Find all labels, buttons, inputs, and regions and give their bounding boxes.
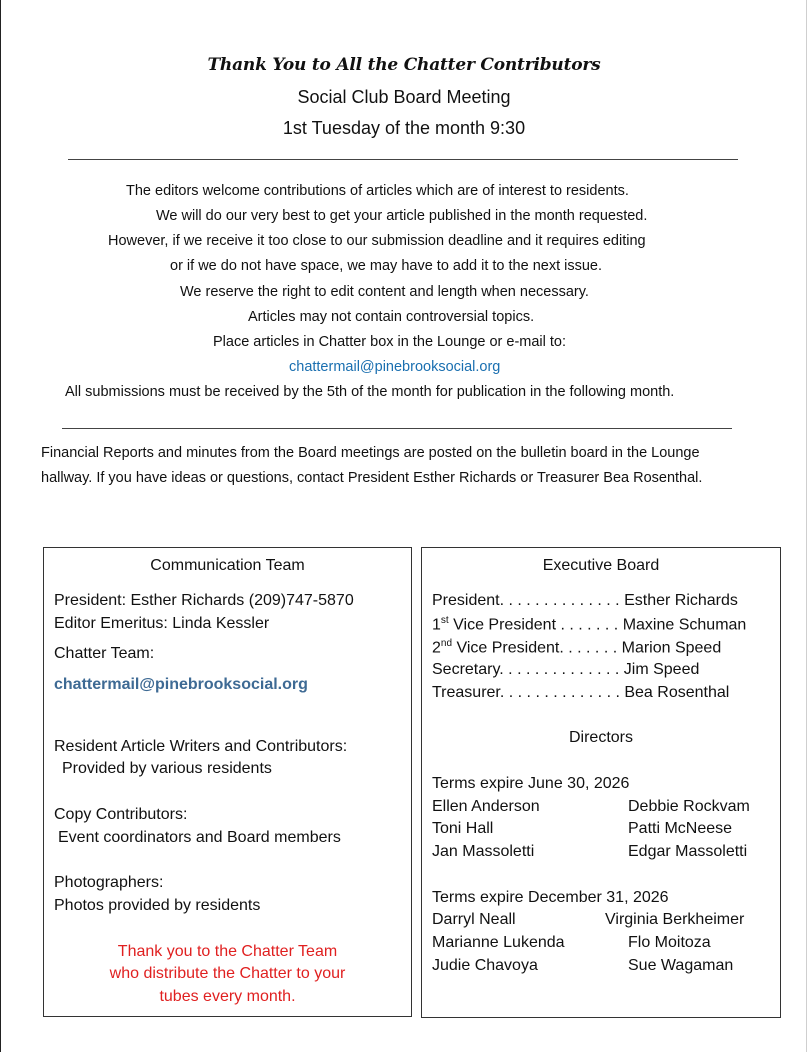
divider-bottom — [62, 428, 732, 429]
term-label: Terms expire June 30, 2026 — [432, 775, 630, 792]
financial-notice-line: hallway. If you have ideas or questions, contact President Esther Richards or Treasurer Bea Rosenthal. — [41, 470, 703, 486]
director-name: Sue Wagaman — [628, 957, 734, 974]
writers-label: Resident Article Writers and Contributors: — [54, 738, 348, 755]
leader-dots: . . . . . . . . . . . . . . — [499, 684, 620, 701]
officer-name: Bea Rosenthal — [624, 684, 730, 701]
term-label: Terms expire December 31, 2026 — [432, 889, 669, 906]
contributors-thanks-title: Thank You to All the Chatter Contributors — [207, 55, 601, 75]
director-name: Flo Moitoza — [628, 934, 711, 951]
leader-dots: . . . . . . . — [559, 639, 618, 657]
copy-contributors-label: Copy Contributors: — [54, 806, 188, 823]
officer-name: Maxine Schuman — [622, 616, 747, 634]
director-name: Jan Massoletti — [432, 843, 535, 860]
officer-role: President — [432, 592, 500, 609]
chatter-team-label: Chatter Team: — [54, 645, 155, 662]
leader-dots: . . . . . . . . . . . . . . — [499, 592, 620, 609]
director-name: Debbie Rockvam — [628, 798, 750, 815]
communication-team-box — [43, 547, 412, 1017]
officer-role-rest: Vice President — [452, 639, 560, 657]
page-left-border — [0, 0, 1, 1052]
directors-title: Directors — [568, 729, 633, 746]
editorial-line: The editors welcome contributions of articles which are of interest to residents. — [126, 183, 629, 199]
writers-value: Provided by various residents — [62, 760, 272, 777]
director-name: Patti McNeese — [628, 820, 733, 837]
ordinal-suffix: nd — [440, 638, 453, 649]
chatter-team-email-link[interactable]: chattermail@pinebrooksocial.org — [54, 676, 308, 693]
thanks-line: Thank you to the Chatter Team — [117, 943, 338, 960]
editorial-line: However, if we receive it too close to our submission deadline and it requires editing — [108, 233, 646, 249]
meeting-title: Social Club Board Meeting — [297, 87, 511, 107]
president-contact: President: Esther Richards (209)747-5870 — [54, 592, 354, 609]
editorial-line: or if we do not have space, we may have to add it to the next issue. — [170, 258, 603, 274]
director-name: Edgar Massoletti — [628, 843, 748, 860]
photographers-label: Photographers: — [54, 874, 164, 891]
editorial-line: We will do our very best to get your article published in the month requested. — [156, 208, 648, 224]
leader-dots: . . . . . . . . . . . . . . — [499, 661, 620, 678]
officer-role: Secretary — [432, 661, 500, 678]
officer-role-rest: Vice President — [448, 616, 557, 634]
ordinal-suffix: st — [440, 615, 449, 626]
officer-row — [432, 684, 729, 702]
editorial-line: Articles may not contain controversial topics. — [248, 309, 535, 325]
officer-role: 2 — [432, 639, 441, 657]
financial-notice — [41, 441, 781, 491]
copy-contributors-value: Event coordinators and Board members — [58, 829, 341, 846]
director-name: Toni Hall — [432, 820, 494, 837]
director-name: Ellen Anderson — [432, 798, 540, 815]
officer-row — [432, 638, 721, 657]
director-name: Darryl Neall — [432, 911, 516, 928]
submission-deadline: All submissions must be received by the 5th of the month for publication in the following month. — [65, 384, 675, 400]
officer-row — [432, 592, 738, 610]
editorial-line: Place articles in Chatter box in the Lounge or e-mail to: — [213, 334, 567, 350]
leader-dots: . . . . . . . — [556, 616, 619, 634]
divider-top — [68, 159, 738, 160]
submission-email-link[interactable]: chattermail@pinebrooksocial.org — [289, 359, 501, 375]
thanks-line: tubes every month. — [159, 988, 296, 1005]
executive-board-title: Executive Board — [542, 557, 660, 574]
officer-name: Jim Speed — [623, 661, 700, 678]
executive-board-box — [421, 547, 781, 1018]
officer-name: Esther Richards — [624, 592, 738, 609]
director-name: Virginia Berkheimer — [605, 911, 745, 928]
page-right-border — [806, 0, 807, 1052]
editorial-line: We reserve the right to edit content and length when necessary. — [180, 284, 589, 300]
officer-role: 1 — [432, 616, 441, 634]
director-name: Judie Chavoya — [432, 957, 538, 974]
officer-name: Marion Speed — [621, 639, 722, 657]
officer-row — [432, 615, 746, 634]
officer-role: Treasurer — [432, 684, 500, 701]
financial-notice-line: Financial Reports and minutes from the Board meetings are posted on the bulletin board in the Lounge — [41, 445, 700, 461]
director-name: Marianne Lukenda — [432, 934, 565, 951]
photographers-value: Photos provided by residents — [54, 897, 261, 914]
officer-row — [432, 661, 699, 679]
communication-team-title: Communication Team — [150, 557, 305, 574]
meeting-time: 1st Tuesday of the month 9:30 — [282, 118, 526, 138]
editor-emeritus: Editor Emeritus: Linda Kessler — [54, 615, 270, 632]
thanks-line: who distribute the Chatter to your — [109, 965, 346, 982]
